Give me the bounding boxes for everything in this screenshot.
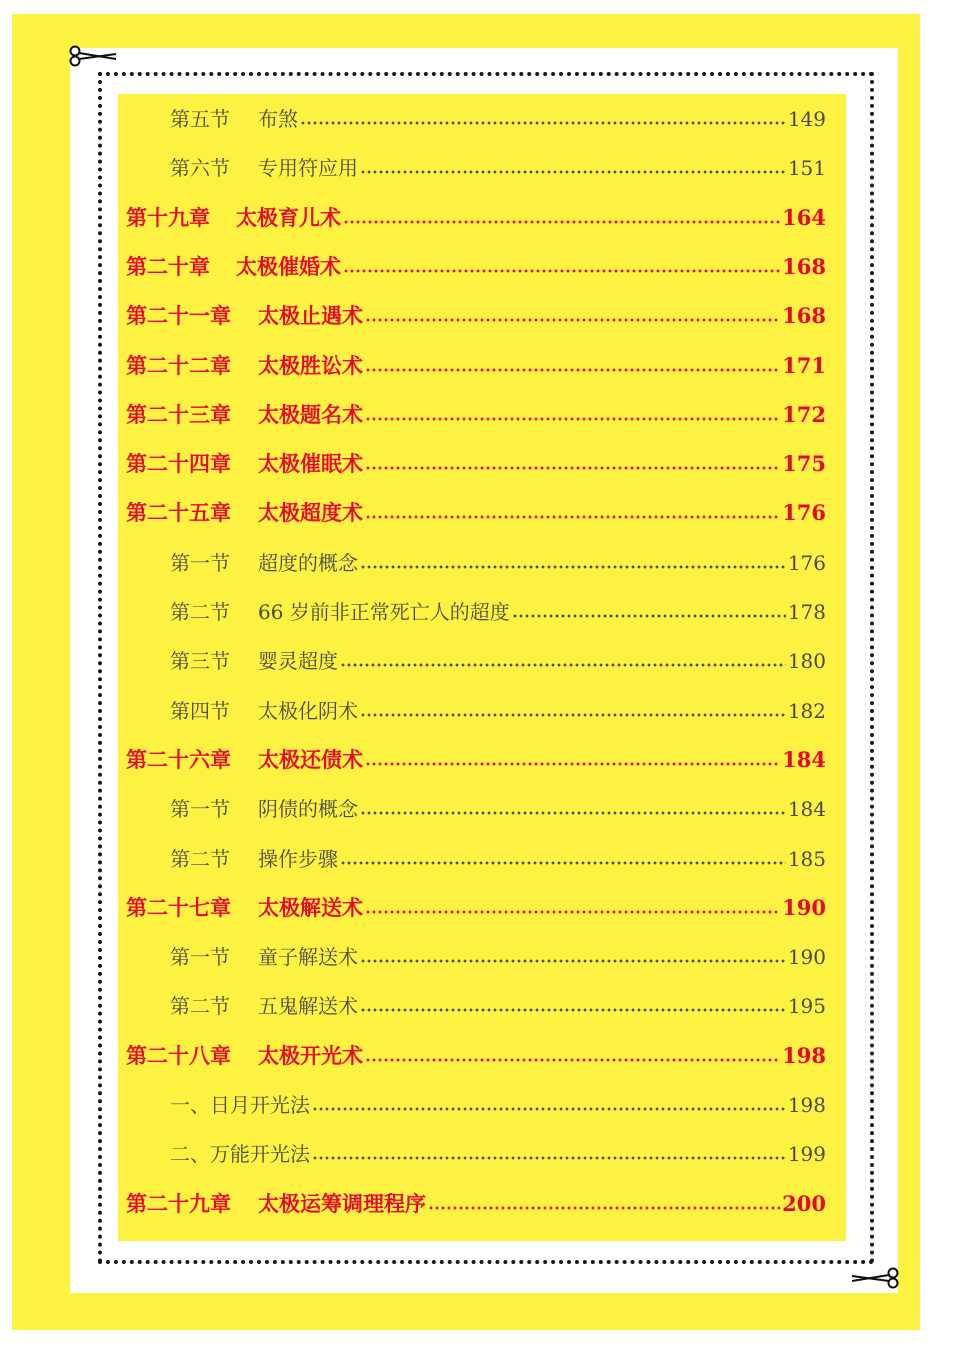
toc-leader-dots xyxy=(343,269,780,273)
toc-leader-dots xyxy=(365,417,780,421)
toc-page-number: 190 xyxy=(782,894,826,920)
toc-leader-dots xyxy=(365,1058,780,1062)
toc-leader-dots xyxy=(340,663,786,667)
toc-label: 第二节 xyxy=(170,600,230,624)
toc-page-number: 180 xyxy=(787,649,826,674)
toc-title: 太极还债术 xyxy=(258,746,363,772)
toc-page-number: 149 xyxy=(787,107,826,131)
toc-title: 66 岁前非正常死亡人的超度 xyxy=(258,600,510,624)
toc-title: 布煞 xyxy=(258,107,298,131)
toc-section-row[interactable] xyxy=(118,99,846,139)
toc-label: 第四节 xyxy=(170,698,230,723)
toc-leader-dots xyxy=(365,466,780,470)
toc-leader-dots xyxy=(343,220,780,224)
toc-chapter-row[interactable] xyxy=(118,247,846,287)
toc-chapter-row[interactable] xyxy=(118,346,846,386)
toc-leader-dots xyxy=(360,713,786,717)
toc-label: 第二十二章 xyxy=(126,352,231,378)
toc-section-row[interactable] xyxy=(118,1085,846,1125)
toc-label: 第二节 xyxy=(170,846,230,871)
toc-title: 太极化阴术 xyxy=(258,698,358,723)
toc-leader-dots xyxy=(360,565,786,569)
toc-label: 第六节 xyxy=(170,156,230,181)
toc-title: 太极解送术 xyxy=(258,894,363,920)
toc-page-number: 178 xyxy=(787,600,826,624)
toc-title: 五鬼解送术 xyxy=(258,994,358,1019)
toc-title: 太极止遇术 xyxy=(258,303,363,329)
toc-leader-dots xyxy=(340,861,786,865)
scissors-icon xyxy=(850,1266,900,1290)
toc-page-number: 190 xyxy=(787,945,826,970)
toc-label: 第二十八章 xyxy=(126,1042,231,1068)
toc-label: 第一节 xyxy=(170,945,230,970)
toc-page-number: 168 xyxy=(782,253,826,279)
toc-leader-dots xyxy=(300,121,786,125)
toc-leader-dots xyxy=(428,1206,780,1210)
scissors-icon xyxy=(68,44,118,68)
toc-label: 第二十六章 xyxy=(126,746,231,772)
toc-title: 一、日月开光法 xyxy=(170,1093,310,1117)
toc-leader-dots xyxy=(312,1156,786,1160)
toc-page-number: 182 xyxy=(787,698,826,723)
toc-title: 阴债的概念 xyxy=(258,797,358,822)
toc-title: 太极开光术 xyxy=(258,1042,363,1068)
toc-section-row[interactable] xyxy=(118,148,846,188)
toc-page-number: 172 xyxy=(782,401,826,427)
toc-title: 太极育儿术 xyxy=(236,204,341,230)
toc-title: 太极超度术 xyxy=(258,500,363,526)
toc-title: 太极催婚术 xyxy=(236,253,341,279)
toc-label: 第一节 xyxy=(170,550,230,575)
toc-leader-dots xyxy=(365,368,780,372)
toc-page-number: 171 xyxy=(782,352,826,378)
toc-label: 第二十一章 xyxy=(126,303,231,329)
toc-leader-dots xyxy=(365,762,780,766)
toc-leader-dots xyxy=(360,1008,786,1012)
toc-panel xyxy=(118,94,846,1241)
toc-chapter-row[interactable] xyxy=(118,1184,846,1224)
toc-section-row[interactable] xyxy=(118,543,846,583)
toc-chapter-row[interactable] xyxy=(118,444,846,484)
toc-page-number: 164 xyxy=(782,204,826,230)
toc-page-number: 176 xyxy=(782,500,826,526)
toc-label: 第二十五章 xyxy=(126,500,231,526)
toc-label: 第二十九章 xyxy=(126,1190,231,1216)
toc-title: 太极题名术 xyxy=(258,401,363,427)
toc-section-row[interactable] xyxy=(118,592,846,632)
toc-chapter-row[interactable] xyxy=(118,740,846,780)
toc-page-number: 195 xyxy=(787,994,826,1019)
toc-page-number: 184 xyxy=(787,797,826,822)
toc-page-number: 175 xyxy=(782,451,826,477)
toc-page-number: 198 xyxy=(787,1093,826,1117)
toc-title: 二、万能开光法 xyxy=(170,1142,310,1167)
toc-page-number: 184 xyxy=(782,746,826,772)
toc-title: 太极胜讼术 xyxy=(258,352,363,378)
toc-label: 第三节 xyxy=(170,649,230,674)
toc-leader-dots xyxy=(365,910,780,914)
toc-section-row[interactable] xyxy=(118,641,846,681)
toc-title: 超度的概念 xyxy=(258,550,358,575)
toc-page-number: 185 xyxy=(787,846,826,871)
toc-section-row[interactable] xyxy=(118,937,846,977)
toc-label: 第二十章 xyxy=(126,253,210,279)
toc-title: 太极运筹调理程序 xyxy=(258,1190,426,1216)
toc-chapter-row[interactable] xyxy=(118,395,846,435)
toc-label: 第二十四章 xyxy=(126,451,231,477)
toc-title: 操作步骤 xyxy=(258,846,338,871)
toc-leader-dots xyxy=(512,614,786,618)
toc-page-number: 168 xyxy=(782,303,826,329)
toc-chapter-row[interactable] xyxy=(118,888,846,928)
toc-label: 第十九章 xyxy=(126,204,210,230)
toc-page-number: 176 xyxy=(787,550,826,575)
toc-chapter-row[interactable] xyxy=(118,493,846,533)
toc-leader-dots xyxy=(360,811,786,815)
toc-label: 第二十七章 xyxy=(126,894,231,920)
toc-title: 婴灵超度 xyxy=(258,649,338,674)
toc-page-number: 199 xyxy=(787,1142,826,1167)
toc-title: 专用符应用 xyxy=(258,156,358,181)
toc-label: 第五节 xyxy=(170,107,230,131)
toc-page-number: 200 xyxy=(782,1190,826,1216)
toc-page-number: 198 xyxy=(782,1042,826,1068)
toc-label: 第一节 xyxy=(170,797,230,822)
toc-section-row[interactable] xyxy=(118,839,846,879)
toc-leader-dots xyxy=(360,959,786,963)
toc-label: 第二十三章 xyxy=(126,401,231,427)
toc-title: 太极催眠术 xyxy=(258,451,363,477)
toc-label: 第二节 xyxy=(170,994,230,1019)
toc-section-row[interactable] xyxy=(118,789,846,829)
toc-leader-dots xyxy=(312,1107,786,1111)
toc-chapter-row[interactable] xyxy=(118,296,846,336)
toc-title: 童子解送术 xyxy=(258,945,358,970)
toc-leader-dots xyxy=(365,318,780,322)
toc-chapter-row[interactable] xyxy=(118,1036,846,1076)
toc-leader-dots xyxy=(365,515,780,519)
toc-leader-dots xyxy=(360,170,786,174)
toc-section-row[interactable] xyxy=(118,986,846,1026)
toc-page-number: 151 xyxy=(787,156,826,181)
toc-section-row[interactable] xyxy=(118,691,846,731)
toc-section-row[interactable] xyxy=(118,1134,846,1174)
toc-chapter-row[interactable] xyxy=(118,198,846,238)
